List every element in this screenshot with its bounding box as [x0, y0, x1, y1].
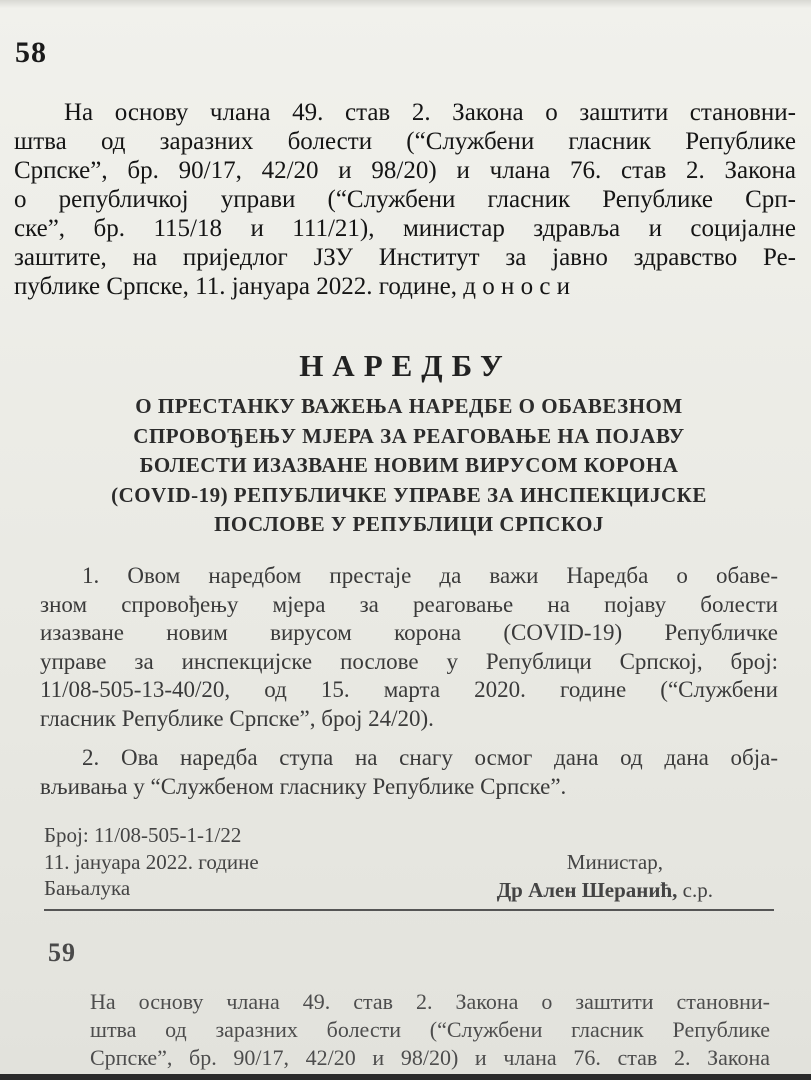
- article-59-preamble: [90, 988, 770, 1072]
- item-line: 11/08-505-13-40/20, од 15. марта 2020. године (“Службени: [40, 677, 778, 702]
- preamble-line: штва од заразних болести (“Службени гласник Републике: [14, 128, 796, 155]
- article-number-59: 59: [48, 938, 76, 967]
- section-divider: [44, 909, 774, 911]
- preamble-line: Српске”, бр. 90/17, 42/20 и 98/20) и члана 76. став 2. Закона: [14, 157, 796, 184]
- signatory-name-text: Др Ален Шеранић,: [496, 878, 678, 902]
- signatory-role: Министар,: [566, 850, 663, 874]
- item-line: вљивања у “Службеном гласнику Републике Српске”.: [40, 773, 567, 799]
- subtitle-line: ПОСЛОВЕ У РЕПУБЛИЦИ СРПСКОЈ: [214, 512, 604, 536]
- subtitle-line: СПРОВОЂЕЊУ МЈЕРА ЗА РЕАГОВАЊЕ НА ПОЈАВУ: [133, 423, 685, 448]
- preamble-line: Српске”, бр. 90/17, 42/20 и 98/20) и члана 76. став 2. Закона: [90, 1045, 770, 1070]
- preamble-line: публике Српске, 11. јануара 2022. године, д о н о с и: [14, 273, 571, 300]
- item-line: гласник Републике Српске”, број 24/20).: [40, 705, 434, 731]
- page-top-shadow: [0, 0, 811, 8]
- document-number: Број: 11/08-505-1-1/22: [44, 823, 242, 847]
- order-subtitle: [40, 392, 778, 540]
- article-58-preamble: [14, 98, 796, 301]
- subtitle-line: БОЛЕСТИ ИЗАЗВАНЕ НОВИМ ВИРУСОМ КОРОНА: [139, 453, 679, 477]
- preamble-line: штва од заразних болести (“Службени гласник Републике: [90, 1017, 770, 1042]
- article-number-58: 58: [15, 36, 47, 69]
- preamble-line: заштите, на приједлог ЈЗУ Институт за јавно здравство Ре-: [14, 244, 796, 271]
- item-line: 1. Овом наредбом престаје да важи Наредба о обаве-: [82, 563, 778, 588]
- order-item-2: [40, 744, 778, 801]
- page-bottom-edge: [0, 1074, 811, 1080]
- signature-block-left: [44, 822, 259, 902]
- subtitle-line: (COVID-19) РЕПУБЛИЧКЕ УПРАВЕ ЗА ИНСПЕКЦИЈСКЕ: [111, 482, 707, 507]
- item-line: изазване новим вирусом корона (COVID-19) Републичке: [40, 620, 778, 645]
- order-title: НАРЕДБУ: [299, 348, 512, 383]
- document-date: 11. јануара 2022. године: [44, 849, 259, 874]
- preamble-line: На основу члана 49. став 2. Закона о заштити становни-: [90, 989, 770, 1014]
- document-place: Бањалука: [44, 876, 131, 900]
- order-item-1: [40, 562, 778, 733]
- preamble-line: о републичкој управи (“Службени гласник Републике Срп-: [14, 186, 796, 213]
- item-line: управе за инспекцијске послове у Републици Српској, број:: [40, 648, 778, 674]
- signatory-name: [497, 876, 713, 904]
- preamble-line: ске”, бр. 115/18 и 111/21), министар здравља и социјалне: [14, 215, 796, 242]
- item-line: зном спровођењу мјера за реаговање на појаву болести: [40, 591, 778, 617]
- signatory-suffix: с.р.: [677, 878, 713, 902]
- preamble-line: На основу члана 49. став 2. Закона о заштити становни-: [64, 99, 796, 126]
- subtitle-line: О ПРЕСТАНКУ ВАЖЕЊА НАРЕДБЕ О ОБАВЕЗНОМ: [135, 394, 683, 418]
- signature-block-right: [497, 848, 713, 904]
- item-line: 2. Ова наредба ступа на снагу осмог дана од дана обја-: [82, 745, 778, 770]
